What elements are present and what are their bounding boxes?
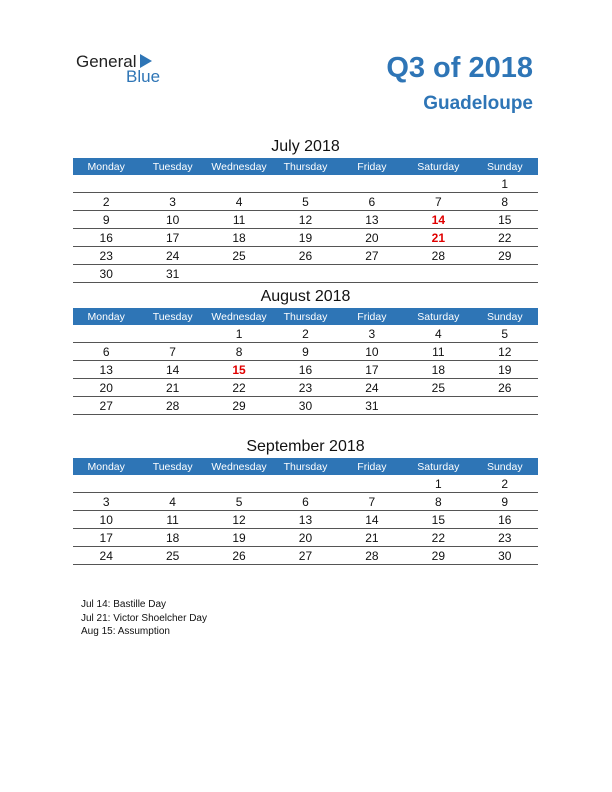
weekday-header-sunday: Sunday xyxy=(472,308,538,325)
month-august xyxy=(73,286,538,415)
day-cell: 17 xyxy=(339,361,405,379)
weekday-header-wednesday: Wednesday xyxy=(206,458,272,475)
day-cell: 30 xyxy=(73,265,139,283)
day-cell: 29 xyxy=(206,397,272,415)
weekday-header-wednesday: Wednesday xyxy=(206,158,272,175)
day-cell: 21 xyxy=(339,529,405,547)
day-cell: 4 xyxy=(206,193,272,211)
empty-day-cell xyxy=(73,475,139,493)
week-row xyxy=(73,493,538,511)
day-cell: 2 xyxy=(272,325,338,343)
day-cell: 2 xyxy=(472,475,538,493)
month-calendar-table xyxy=(73,158,538,283)
week-row xyxy=(73,229,538,247)
weekday-header-saturday: Saturday xyxy=(405,158,471,175)
day-cell: 14 xyxy=(339,511,405,529)
day-cell: 28 xyxy=(139,397,205,415)
day-cell: 13 xyxy=(73,361,139,379)
day-cell: 27 xyxy=(272,547,338,565)
day-cell: 17 xyxy=(139,229,205,247)
day-cell: 25 xyxy=(206,247,272,265)
day-cell: 29 xyxy=(405,547,471,565)
day-cell: 21 xyxy=(139,379,205,397)
day-cell: 15 xyxy=(472,211,538,229)
day-cell: 9 xyxy=(272,343,338,361)
week-row xyxy=(73,529,538,547)
empty-day-cell xyxy=(405,265,471,283)
weekday-header-wednesday: Wednesday xyxy=(206,308,272,325)
week-row xyxy=(73,211,538,229)
day-cell: 3 xyxy=(139,193,205,211)
empty-day-cell xyxy=(73,175,139,193)
holiday-day-cell: 15 xyxy=(206,361,272,379)
day-cell: 24 xyxy=(139,247,205,265)
empty-day-cell xyxy=(339,475,405,493)
weekday-header-saturday: Saturday xyxy=(405,308,471,325)
weekday-header-monday: Monday xyxy=(73,458,139,475)
day-cell: 7 xyxy=(139,343,205,361)
empty-day-cell xyxy=(139,475,205,493)
day-cell: 13 xyxy=(339,211,405,229)
day-cell: 31 xyxy=(139,265,205,283)
empty-day-cell xyxy=(405,397,471,415)
day-cell: 18 xyxy=(405,361,471,379)
weekday-header-tuesday: Tuesday xyxy=(139,308,205,325)
day-cell: 16 xyxy=(272,361,338,379)
holiday-day-cell: 14 xyxy=(405,211,471,229)
day-cell: 12 xyxy=(206,511,272,529)
day-cell: 18 xyxy=(206,229,272,247)
empty-day-cell xyxy=(272,265,338,283)
empty-day-cell xyxy=(139,325,205,343)
week-row xyxy=(73,193,538,211)
day-cell: 10 xyxy=(139,211,205,229)
empty-day-cell xyxy=(272,175,338,193)
day-cell: 9 xyxy=(472,493,538,511)
day-cell: 30 xyxy=(472,547,538,565)
day-cell: 25 xyxy=(405,379,471,397)
empty-day-cell xyxy=(272,475,338,493)
day-cell: 31 xyxy=(339,397,405,415)
day-cell: 28 xyxy=(405,247,471,265)
day-cell: 26 xyxy=(206,547,272,565)
day-cell: 8 xyxy=(206,343,272,361)
day-cell: 3 xyxy=(339,325,405,343)
day-cell: 10 xyxy=(73,511,139,529)
empty-day-cell xyxy=(472,397,538,415)
day-cell: 1 xyxy=(405,475,471,493)
empty-day-cell xyxy=(339,175,405,193)
day-cell: 11 xyxy=(405,343,471,361)
empty-day-cell xyxy=(139,175,205,193)
day-cell: 16 xyxy=(472,511,538,529)
page-title: Q3 of 2018 xyxy=(386,52,533,84)
day-cell: 3 xyxy=(73,493,139,511)
week-row xyxy=(73,475,538,493)
day-cell: 26 xyxy=(272,247,338,265)
month-title: July 2018 xyxy=(271,138,340,155)
day-cell: 12 xyxy=(272,211,338,229)
weekday-header-friday: Friday xyxy=(339,158,405,175)
day-cell: 20 xyxy=(272,529,338,547)
day-cell: 22 xyxy=(472,229,538,247)
day-cell: 27 xyxy=(339,247,405,265)
week-row xyxy=(73,175,538,193)
day-cell: 7 xyxy=(339,493,405,511)
day-cell: 11 xyxy=(206,211,272,229)
day-cell: 28 xyxy=(339,547,405,565)
empty-day-cell xyxy=(339,265,405,283)
weekday-header-thursday: Thursday xyxy=(272,458,338,475)
week-row xyxy=(73,361,538,379)
day-cell: 29 xyxy=(472,247,538,265)
day-cell: 14 xyxy=(139,361,205,379)
weekday-header xyxy=(73,458,538,475)
day-cell: 27 xyxy=(73,397,139,415)
weekday-header-monday: Monday xyxy=(73,308,139,325)
day-cell: 19 xyxy=(206,529,272,547)
week-row xyxy=(73,325,538,343)
day-cell: 16 xyxy=(73,229,139,247)
week-row xyxy=(73,247,538,265)
week-row xyxy=(73,397,538,415)
week-row xyxy=(73,379,538,397)
weekday-header-thursday: Thursday xyxy=(272,158,338,175)
day-cell: 24 xyxy=(339,379,405,397)
day-cell: 11 xyxy=(139,511,205,529)
weekday-header-tuesday: Tuesday xyxy=(139,458,205,475)
day-cell: 19 xyxy=(472,361,538,379)
day-cell: 13 xyxy=(272,511,338,529)
weekday-header-friday: Friday xyxy=(339,458,405,475)
day-cell: 4 xyxy=(139,493,205,511)
week-row xyxy=(73,511,538,529)
day-cell: 1 xyxy=(206,325,272,343)
weekday-header-monday: Monday xyxy=(73,158,139,175)
month-title: September 2018 xyxy=(246,438,365,455)
week-row xyxy=(73,265,538,283)
day-cell: 1 xyxy=(472,175,538,193)
empty-day-cell xyxy=(73,325,139,343)
day-cell: 12 xyxy=(472,343,538,361)
logo-general-text: General xyxy=(76,52,137,71)
day-cell: 6 xyxy=(73,343,139,361)
day-cell: 30 xyxy=(272,397,338,415)
holiday-item: Jul 21: Victor Shoelcher Day xyxy=(81,612,207,624)
weekday-header-tuesday: Tuesday xyxy=(139,158,205,175)
day-cell: 8 xyxy=(472,193,538,211)
month-calendar-table xyxy=(73,308,538,415)
day-cell: 9 xyxy=(73,211,139,229)
day-cell: 5 xyxy=(472,325,538,343)
day-cell: 5 xyxy=(206,493,272,511)
holiday-list xyxy=(81,598,207,639)
logo-triangle-icon xyxy=(140,54,152,68)
day-cell: 23 xyxy=(73,247,139,265)
day-cell: 2 xyxy=(73,193,139,211)
day-cell: 26 xyxy=(472,379,538,397)
weekday-header-sunday: Sunday xyxy=(472,158,538,175)
weekday-header xyxy=(73,158,538,175)
empty-day-cell xyxy=(206,175,272,193)
week-row xyxy=(73,343,538,361)
weekday-header-friday: Friday xyxy=(339,308,405,325)
empty-day-cell xyxy=(206,265,272,283)
day-cell: 22 xyxy=(206,379,272,397)
empty-day-cell xyxy=(405,175,471,193)
weekday-header-thursday: Thursday xyxy=(272,308,338,325)
day-cell: 20 xyxy=(339,229,405,247)
day-cell: 5 xyxy=(272,193,338,211)
day-cell: 20 xyxy=(73,379,139,397)
empty-day-cell xyxy=(472,265,538,283)
weekday-header-sunday: Sunday xyxy=(472,458,538,475)
day-cell: 25 xyxy=(139,547,205,565)
day-cell: 15 xyxy=(405,511,471,529)
holiday-day-cell: 21 xyxy=(405,229,471,247)
holiday-item: Jul 14: Bastille Day xyxy=(81,599,167,610)
day-cell: 6 xyxy=(339,193,405,211)
week-row xyxy=(73,547,538,565)
logo-blue-text: Blue xyxy=(126,67,161,86)
month-july xyxy=(73,136,538,283)
day-cell: 18 xyxy=(139,529,205,547)
day-cell: 23 xyxy=(472,529,538,547)
weekday-header xyxy=(73,308,538,325)
day-cell: 6 xyxy=(272,493,338,511)
month-september xyxy=(73,436,538,565)
month-calendar-table xyxy=(73,458,538,565)
day-cell: 23 xyxy=(272,379,338,397)
day-cell: 8 xyxy=(405,493,471,511)
empty-day-cell xyxy=(206,475,272,493)
day-cell: 7 xyxy=(405,193,471,211)
day-cell: 10 xyxy=(339,343,405,361)
month-title: August 2018 xyxy=(260,288,351,305)
day-cell: 17 xyxy=(73,529,139,547)
day-cell: 4 xyxy=(405,325,471,343)
day-cell: 24 xyxy=(73,547,139,565)
holiday-item: Aug 15: Assumption xyxy=(81,626,170,637)
day-cell: 19 xyxy=(272,229,338,247)
weekday-header-saturday: Saturday xyxy=(405,458,471,475)
region-title: Guadeloupe xyxy=(423,93,533,114)
day-cell: 22 xyxy=(405,529,471,547)
